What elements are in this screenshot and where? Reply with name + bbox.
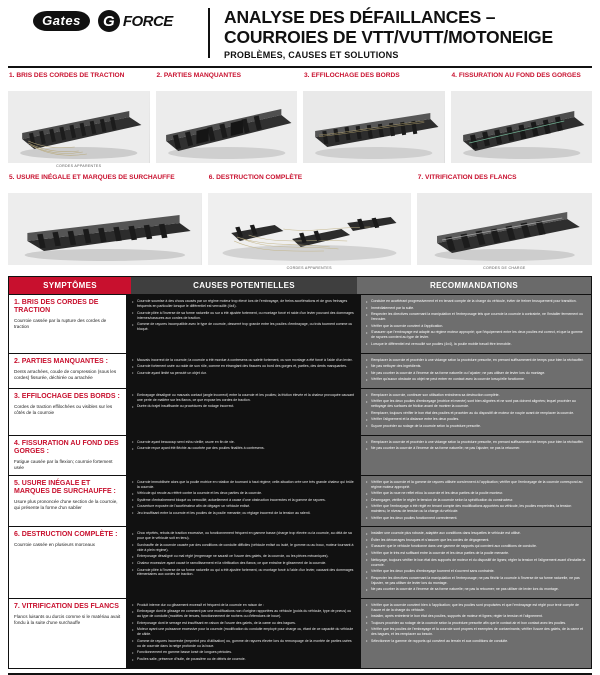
rec-item: • Remplacer la courroie et procéder à une vidange selon la procédure prescrite, en prenant suffisamment de temps pour bien la réchauffer. [366, 358, 586, 363]
recommendations-cell [361, 599, 591, 668]
causes-cell [127, 295, 361, 352]
cause-item: • Surchauffe de la courroie causée par des conditions de conduite difficiles (véhicule enlisé ou isolé, le gomme ou au bouc, moteur tournant à vide à plein régime). [132, 543, 355, 553]
recommendations-cell [361, 354, 591, 388]
table-row [9, 435, 591, 475]
symptom-desc: Fatigue causée par la flexion; courroie fortement usée [14, 458, 113, 470]
recommendations-cell [361, 295, 591, 352]
symptom-title [14, 603, 121, 611]
symptom-title [14, 299, 121, 315]
footer-rule [8, 673, 592, 675]
photo-title-4 [452, 72, 593, 88]
rec-item: • Ne pas nettoyer des ingrédients. [366, 364, 586, 369]
symptom-label: USURE INÉGALE ET MARQUES DE SURCHAUFFE : [14, 479, 116, 495]
symptom-num: 5. [14, 479, 20, 487]
symptom-label: VITRIFICATION DES FLANCS [21, 602, 119, 610]
rec-item: • Suyure procéder au rodage de la courroie selon la procédure prescrite. [366, 424, 586, 429]
rec-item: • Vérifier l'alignement et la distance entre les deux poulies. [366, 417, 586, 422]
symptom-cell [9, 476, 127, 527]
cause-item: • Produit interne dur ou glissement excessif et fréquent de la courroie en raison de : [132, 603, 355, 608]
symptom-cell [9, 527, 127, 597]
photo-title-6 [209, 174, 411, 190]
photo-cell-5 [8, 174, 202, 270]
rec-item: • Lorsque le différentiel est verrouillé sur poulies (4x4), la poulie mobile travail être immobile. [366, 342, 586, 347]
symptom-num: 4. [14, 439, 20, 447]
cause-item: • Choc répétés, rebuts de traction excessive, ou fonctionnement fréquent en gamme basse (charge trop élevée ou la courroie, au délà de sa pour que le véhicule soit en tenu). [132, 531, 355, 541]
causes-cell [127, 527, 361, 597]
table-row [9, 294, 591, 352]
photo-cell-1 [8, 72, 150, 168]
cause-item: • Fonctionnement en gamme basse lorsé de longues périodes. [132, 650, 355, 655]
rec-item: • Éviter les démarrages brusques et s'assurer que les cordes de dégagement. [366, 538, 586, 543]
cause-item: • Chaleur excessive ayant causé le ramollissement et la vitrification des flancs; ce que entraîne le glissement de la courroie. [132, 561, 355, 566]
gforce-logo [98, 10, 173, 32]
causes-list [132, 440, 355, 452]
symptom-num: 2. [14, 357, 20, 365]
photo-title-1 [9, 72, 150, 88]
rec-item: • Vérifier que les poulies de l'embrayage et la courroie sont propres et exemptes de contaminants; vérifier l'usure des galets, de la came et des bagues, et les remplacer au besoin. [366, 627, 586, 637]
recommendations-cell [361, 389, 591, 435]
photo-label-4: FISSURATION AU FOND DES GORGES [458, 72, 581, 80]
symptom-desc: Usure plus prononcée d'une section de la courroie, qui présente la forme d'un sablier [14, 498, 118, 510]
photo-cell-7 [417, 174, 592, 270]
photo-caption-1: CORDES APPARENTES [56, 164, 102, 169]
rec-item: • Respecter les directives concernant la manipulation et l'entreposage; ne pas fléchir la courroie à l'inverse de sa forme naturelle, ne pas l'ajuster, ne pas utiliser de levier lors du montage. [366, 576, 586, 586]
recommendations-list [366, 603, 586, 644]
rec-item: • Remplacer la courroie, continuer son utilisation entraînera sa destruction complète. [366, 393, 586, 398]
rec-item: • Remplacer, toujours vérifier le bon état des poulies et procéder au du dispositif de moteur de roupie avant de remplacer la courroie. [366, 411, 586, 416]
rec-item: • Vérifier que le très est suffisant entre la courroie et les deux parties de la poulie menante. [366, 551, 586, 556]
cause-item: • Courroie fortement usée ou raide de son rôle, comme en étranglant des fissures ou bord des gorges et, parties, des dents manquantes. [132, 364, 355, 369]
page-header [8, 6, 592, 60]
photo-image-6 [208, 193, 411, 265]
rec-item: • S'assurer que le véhicule fonctionne dans une gamme de rapports qui convient aux conditions de conduite. [366, 544, 586, 549]
page-title-line2: COURROIES DE VTT/VUTT/MOTONEIGE [224, 26, 553, 47]
photo-label-7: VITRIFICATION DES FLANCS [425, 174, 517, 182]
symptom-desc: Flancs luisants ou durcis comme si le matériau avait fondu à la suite d'une surchauffe [14, 613, 121, 625]
gforce-mark-icon: G [98, 10, 120, 32]
cause-item: • Gomme de rayures incorrecte (empreint peu d'utilisation) ou, gomme de rayures élevée lors du remorquage de la montée de parties usées ou de courroie dans la neige profonde ou la boue. [132, 639, 355, 649]
photo-row-2 [8, 174, 592, 270]
failure-analysis-table [8, 276, 592, 668]
symptom-title [14, 480, 121, 496]
belt-illustration-7 [417, 193, 592, 265]
brand-logos [8, 6, 198, 32]
page-title-line1: ANALYSE DES DÉFAILLANCES – [224, 7, 496, 27]
cause-item: • Courroie ayant beaucoup servi et/ou vieille; usure en fin de vie. [132, 440, 355, 445]
photo-num-2: 2. [156, 72, 162, 80]
table-header-row [9, 277, 591, 294]
photo-num-4: 4. [451, 72, 457, 80]
photo-image-7 [417, 193, 592, 265]
rec-item: • Vérifier que les deux poulies d'embrayage (motrice et menée) sont bien alignées et ne sont pas doivent alignées; lequel procéder au nettoyage des surfaces de friction avant de montrer la courroie. [366, 399, 586, 409]
recommendations-list [366, 440, 586, 452]
photo-num-1: 1. [9, 72, 15, 80]
rec-item: • S'assurer que l'embrayage est adapté au régime moteur approprié; que l'équipement entre les deux poulies est correct, et que la gomme de rayures convient au type de levier. [366, 330, 586, 340]
photo-title-5 [9, 174, 202, 190]
cause-item: • Véhicule qui recule au référé contre la courroie et les deux parties de la courroie. [132, 491, 355, 496]
rec-item: • Remplacer la courroie et procéder à une vidange selon la procédure prescrite, en prenant suffisamment de temps pour bien la réchauffer. [366, 440, 586, 445]
photo-cell-6 [208, 174, 411, 270]
symptom-title [14, 531, 121, 539]
recommendations-cell [361, 527, 591, 597]
photo-cell-2 [156, 72, 298, 168]
rec-item: • Vérifier que la roue ne reflet et/ou la courroie et les deux parties de la poulie monteur. [366, 491, 586, 496]
cause-item: • Entreposage dont le serrage est insuffisant en raison de l'usure des galets, de la came ou des bagues. [132, 621, 355, 626]
cause-item: • Jeu insuffisant entre la courroie et les poulies de la poulie menante; ou réglage incorrect de la tension au ralenti. [132, 511, 355, 516]
recommendations-cell [361, 476, 591, 527]
causes-list [132, 299, 355, 332]
photo-label-3: EFFILOCHAGE DES BORDS [311, 72, 400, 80]
belt-illustration-1 [8, 91, 150, 163]
table-row [9, 598, 591, 668]
rec-item: • Respecter les directives concernant la manipulation et l'entreposage tels que courroie la courroie à contrainte, ne l'installer fermement ou l'enrouler. [366, 312, 586, 322]
symptom-cell [9, 389, 127, 435]
rec-item: • Vérifier qu'aucun obstacle ou objet ne peut entrer en contact avec la courroie lorsqu'elle fonctionne. [366, 377, 586, 382]
symptom-cell [9, 436, 127, 475]
table-row [9, 353, 591, 388]
photo-num-5: 5. [9, 174, 15, 182]
recommendations-list [366, 299, 586, 347]
page-title [224, 8, 592, 47]
table-header-recommendations: RECOMMANDATIONS [357, 277, 591, 294]
symptom-num: 6. [14, 531, 20, 539]
causes-cell [127, 436, 361, 475]
belt-illustration-4 [451, 91, 593, 163]
header-rule [8, 66, 592, 68]
photo-image-2 [156, 91, 298, 163]
photo-image-1 [8, 91, 150, 163]
table-header-causes: CAUSES POTENTIELLES [131, 277, 357, 294]
cause-item: • Entreposage désaligné ou mal réglé (engrenage ne saurait ce l'usure des galets, de la courroie, ou les pièces mécaniques). [132, 554, 355, 559]
photo-label-6: DESTRUCTION COMPLÈTE [216, 174, 303, 182]
rec-item: • Vérifier que l'embrayage a été réglé en tenant compte des modifications apportées au véhicule, les poulies empreintes, la tension maintenu, le niveau de tension ou la charge du véhicule. [366, 504, 586, 514]
photo-title-2 [157, 72, 298, 88]
causes-list [132, 393, 355, 410]
cause-item: • Embrayage désaligné ou mauvais contact (angle incorrect) entre la courroie et les poulies; la friction élevée et la chaleur provoquée causant une perte de matière sur les flancs, ce que expose les cordes de traction. [132, 393, 355, 403]
symptom-num: 3. [14, 392, 20, 400]
symptom-cell [9, 295, 127, 352]
photo-caption-7: CORDES DE CHARGE [483, 266, 526, 271]
rec-item: • Vérifier que les deux poulies d'embrayage tournent et s'ouvrent sans contrainte. [366, 569, 586, 574]
photo-image-3 [303, 91, 445, 163]
photo-num-3: 3. [304, 72, 310, 80]
symptom-label: BRIS DES CORDES DE TRACTION [14, 299, 99, 315]
photo-image-4 [451, 91, 593, 163]
symptom-num: 7. [14, 602, 20, 610]
photo-num-7: 7. [417, 174, 424, 182]
symptom-cell [9, 354, 127, 388]
page-subtitle: PROBLÈMES, CAUSES ET SOLUTIONS [224, 50, 399, 61]
table-header-symptoms: SYMPTÔMES [9, 277, 131, 294]
cause-item: • Courroie immobilisée alors que la poulie motrice en rotation de tournant à haut régime; celle-situation crée une très grande chaleur qui brûle la courroie. [132, 480, 355, 490]
symptom-title [14, 440, 121, 456]
gates-logo: Gates [33, 11, 90, 31]
table-row [9, 475, 591, 527]
rec-item: • Vérifier que la courroie convient bien à l'application; que les poulies sont propulsées et que l'embrayage est réglé pour tenir compte de l'usure et de la charge du véhicule. [366, 603, 586, 613]
symptom-label: FISSURATION AU FOND DES GORGES : [14, 439, 119, 455]
symptom-label: DESTRUCTION COMPLÈTE : [21, 531, 118, 539]
causes-list [132, 603, 355, 662]
symptom-cell [9, 599, 127, 668]
rec-item: • Vérifier que les deux poulies fonctionnent correctement. [366, 516, 586, 521]
photo-cell-4 [451, 72, 593, 168]
causes-list [132, 531, 355, 577]
symptom-desc: Courroie cassée par la rupture des cordes de traction [14, 318, 107, 330]
photo-row-1 [8, 72, 592, 168]
rec-item: • Ne pas courber la courroie à l'inverse de sa forme naturelle; ne pas la retourner; ne pas utiliser de levier lors du montage. [366, 587, 586, 592]
recommendations-list [366, 480, 586, 521]
gforce-label: FORCE [122, 12, 173, 30]
table-row [9, 388, 591, 435]
cause-item: • Courroie pliée à l'inverse de sa forme naturelle ou qui a été ajustée fortement, ou montage forcé à l'aide d'un levier, causant des dommages élémentaires aux cordes de traction. [132, 568, 355, 578]
causes-cell [127, 599, 361, 668]
photo-label-2: PARTIES MANQUANTES [163, 72, 242, 80]
symptom-title [14, 358, 121, 366]
photo-cell-3 [303, 72, 445, 168]
recommendations-list [366, 358, 586, 383]
belt-illustration-5 [8, 193, 202, 265]
photo-caption-6: CORDES APPARENTES [286, 266, 332, 271]
causes-cell [127, 354, 361, 388]
photo-image-5 [8, 193, 202, 265]
rec-item: • Installer une courroie plus robuste, adaptée aux conditions dans lesquelles le véhicule est utilisé. [366, 531, 586, 536]
rec-item: • Toujours procéder au rodage de la courroie selon la procédure prescrite afin que le contact air et bon contact avec les poulies. [366, 621, 586, 626]
cause-item: • Système d'entraînement bloqué ou verrouillé; actuellement à cause d'une obstruction incorrectes et la gomme de rayures. [132, 498, 355, 503]
cause-item: • Poulies salie, présence d'huile, de poussière ou de débris de courroie. [132, 657, 355, 662]
cause-item: • Courroie reçue ayant été fléchie au courbée par des poulies finalités à contresens. [132, 446, 355, 451]
rec-item: • Immédiatement par la suite. [366, 306, 586, 311]
symptom-title [14, 393, 121, 401]
rec-item: • Installer, après entretenir le bon état des poulies, supports de moteur et lignes; régler la tension et l'alignement. [366, 614, 586, 619]
photo-title-3 [304, 72, 445, 88]
symptom-desc: Courroie cassée en plusieurs morceaux [14, 542, 95, 548]
cause-item: • Moteur ayant une puissance excessive pour la courroie (modification du conduite employé pour charge ou, étant de ce capacité du véhicule de câble. [132, 627, 355, 637]
belt-illustration-6 [208, 193, 411, 265]
photo-title-7 [418, 174, 592, 190]
rec-item: • Nettoyage, toujours vérifier le bon état des supports de moteur et du dispositif de lignes; régler la tension et l'alignement avant d'installer la courroie. [366, 558, 586, 568]
table-row [9, 526, 591, 597]
photo-label-5: USURE INÉGALE ET MARQUES DE SURCHAUFFE [16, 174, 175, 182]
belt-illustration-2 [156, 91, 298, 163]
cause-item: • Courroie pliée à l'inverse de sa forme naturelle ou sur a été ajustée fortement, ou montage forcé et raide d'un levier pouvant des dommages internes/cassures aux cordes de traction. [132, 311, 355, 321]
causes-cell [127, 389, 361, 435]
recommendations-cell [361, 436, 591, 475]
recommendations-list [366, 393, 586, 429]
symptom-num: 1. [14, 299, 20, 307]
rec-item: • Vérifier que la courroie et la gomme de rayures utilisée conviennent à l'application; vérifier que l'embrayage de la courroie correspond au régime moteur approprié. [366, 480, 586, 490]
rec-item: • Désengager, vérifier le régler le tension de la courroie selon la spécification du constructeur. [366, 498, 586, 503]
cause-item: • Durée du trajet insuffisante ou procédures de rodage incorrect. [132, 404, 355, 409]
rec-item: • Vérifier que la courroie convient à l'application. [366, 324, 586, 329]
symptom-desc: Cordes de traction effilochées ou visibles sur les côtés de la courroie [14, 403, 113, 415]
symptom-label: PARTIES MANQUANTES : [21, 357, 109, 365]
symptom-desc: Dents arrachées, coude de compression (sous les cordes) fissurée, déchirée ou arrachée [14, 368, 117, 380]
causes-list [132, 480, 355, 516]
cause-item: • Mauvais incorrect de la courroie; la courroie a été mordue à contresens ou saleté fortement, ou son montage a été forcé à l'aide d'un levier. [132, 358, 355, 363]
causes-cell [127, 476, 361, 527]
cause-item: • Courroie soumise à des chocs causés par un régime moteur trop élevé lors de l'embrayage, de freins accélérations et de gros freinages fréquents en particulier lorsque le différentiel est verrouillé (4x4). [132, 299, 355, 309]
photo-label-1: BRIS DES CORDES DE TRACTION [16, 72, 125, 80]
causes-list [132, 358, 355, 376]
cause-item: • Couverture exposée de l'accélérateur afin de dégager un véhicule enlisé. [132, 504, 355, 509]
header-divider [208, 8, 210, 58]
rec-item: • Conduire en accélérant progressivement et en tenant compte de la charge du véhicule, éviter de freiner brusquement pour transition. [366, 299, 586, 304]
cause-item: • Courroie ayant limité sa percuté un objet dur. [132, 371, 355, 376]
rec-item: • Ne pas courber la courroie à l'inverse de sa forme naturelle ou l'ajuster; ne pas utiliser de levier lors du montage. [366, 371, 586, 376]
symptom-label: EFFILOCHAGE DES BORDS : [21, 392, 120, 400]
cause-item: • Gomme de rayures incompatible avec le type de courroie, desserré trop grande entre les poulies d'embrayage, ou trois tournent comme ou bloqué. [132, 322, 355, 332]
rec-item: • Ne pas courber la courroie à l'inverse de sa forme naturelle; ne pas l'ajuster; ne pas la retourner. [366, 446, 586, 451]
header-titles [224, 6, 592, 60]
recommendations-list [366, 531, 586, 592]
rec-item: • Sélectionner la gamme de rapports qui convient au terrain et aux conditions de conduite. [366, 639, 586, 644]
belt-illustration-3 [303, 91, 445, 163]
photo-num-6: 6. [208, 174, 215, 182]
cause-item: • Embrayage dont le glissage en comment par une modifications non d'origine rapportées au véhicule (poids du véhicule, type de pneus) ou au type de conduite (modèles de tenues, fonctionnement de rochers ou d'étendues de boue). [132, 609, 355, 619]
